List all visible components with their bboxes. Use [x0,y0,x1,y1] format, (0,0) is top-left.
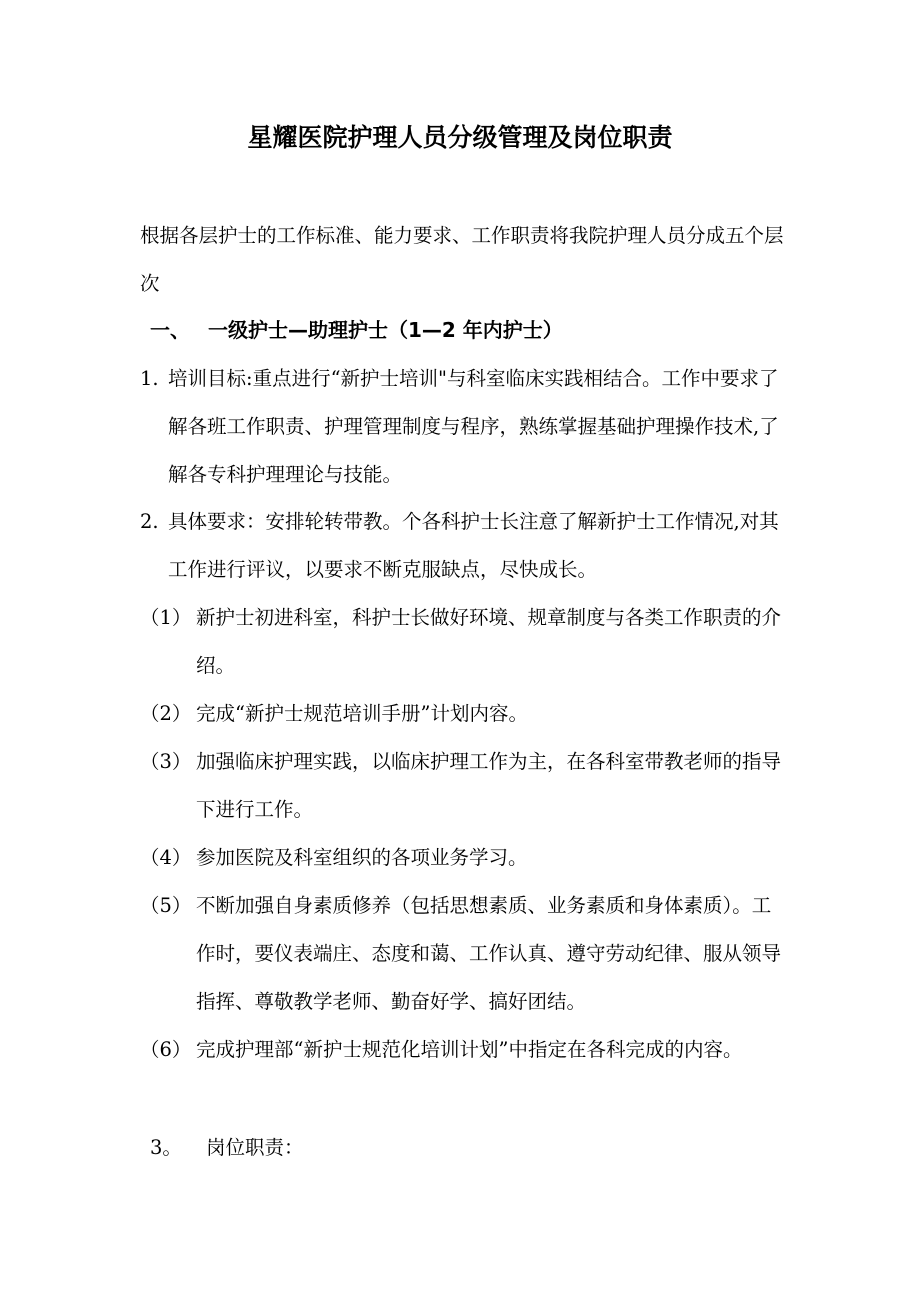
list-item-text: 具体要求：安排轮转带教。个各科护士长注意了解新护士工作情况,对其工作进行评议，以要求不断克服缺点，尽快成长。 [168,510,779,581]
list-item-text: 岗位职责： [206,1136,304,1159]
sub-list-item-text: 不断加强自身素质修养（包括思想素质、业务素质和身体素质）。工作时，要仪表端庄、态度和蔼、工作认真、遵守劳动纪律、服从领导指挥、尊敬教学老师、勤奋好学、搞好团结。 [196,894,782,1013]
list-item-text: 培训目标:重点进行“新护士培训"与科室临床实践相结合。工作中要求了解各班工作职责、护理管理制度与程序，熟练掌握基础护理操作技术,了解各专科护理理论与技能。 [168,367,779,486]
sub-list-item-number: （4） [140,846,192,869]
list-item [150,1124,550,1172]
list-item-number: 1. [140,367,159,390]
sub-list-item [140,690,785,738]
sub-list-item [140,594,785,690]
intro-paragraph: 根据各层护士的工作标准、能力要求、工作职责将我院护理人员分成五个层次 [140,224,784,295]
sub-list-item [140,738,785,834]
sub-list-item-text: 加强临床护理实践，以临床护理工作为主，在各科室带教老师的指导下进行工作。 [196,750,782,821]
section-number: 一、 [150,318,190,342]
list-item-number: 3。 [150,1136,182,1159]
document-title: 星耀医院护理人员分级管理及岗位职责 [247,123,673,152]
section-heading-text: 一级护士—助理护士（1—2 年内护士） [208,318,563,342]
list-item [140,498,785,594]
sub-list-item-number: （6） [140,1038,192,1061]
sub-list-item [140,882,785,1026]
sub-list-item-text: 参加医院及科室组织的各项业务学习。 [196,846,528,869]
list-item-number: 2. [140,510,159,533]
list-item [140,355,785,499]
sub-list-item-number: （5） [140,894,192,917]
sub-list-item-number: （1） [140,606,192,629]
section-heading [150,308,563,352]
sub-list-item-text: 新护士初进科室，科护士长做好环境、规章制度与各类工作职责的介绍。 [196,606,782,677]
sub-list-item-number: （3） [140,750,192,773]
sub-list-item-number: （2） [140,702,192,725]
sub-list-item-text: 完成“新护士规范培训手册”计划内容。 [196,702,528,725]
sub-list-item [140,1026,785,1074]
sub-list-item [140,834,785,882]
sub-list-item-text: 完成护理部“新护士规范化培训计划”中指定在各科完成的内容。 [196,1038,743,1061]
